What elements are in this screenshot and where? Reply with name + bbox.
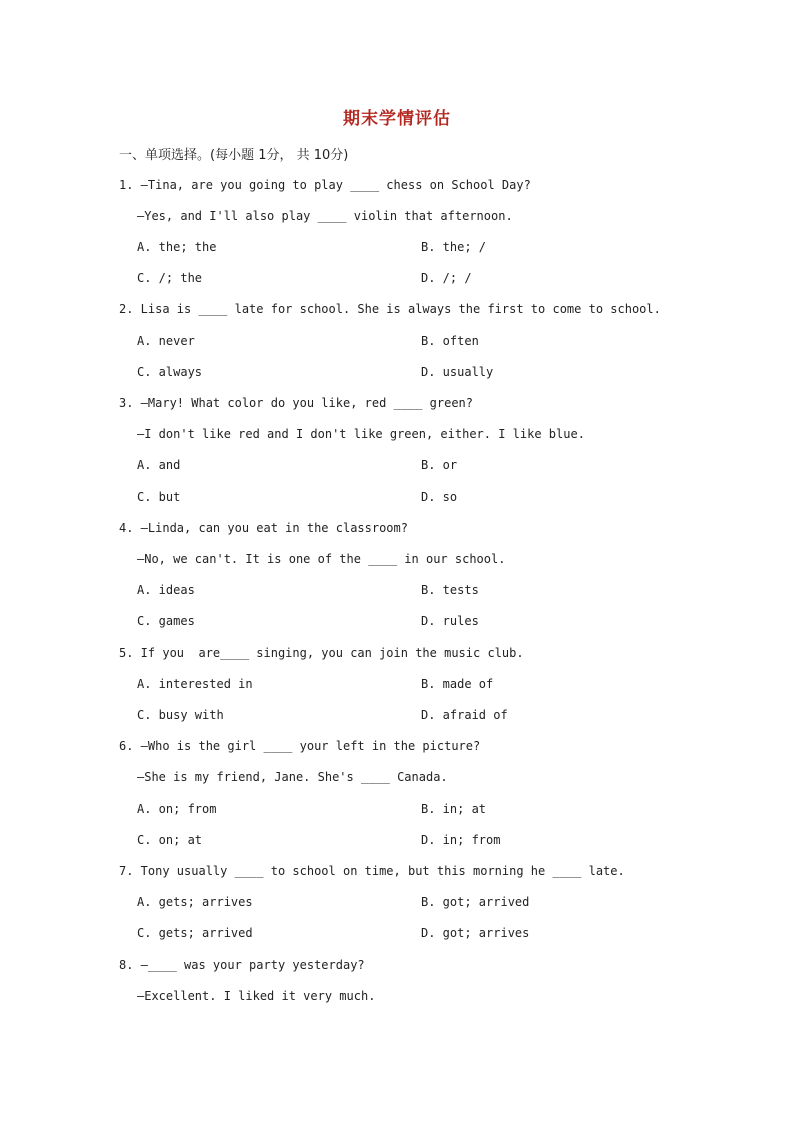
question-reply: —She is my friend, Jane. She's ____ Canada. [137,770,448,784]
option-d: D. /; / [421,271,472,285]
option-a: A. on; from [137,802,217,816]
option-c: C. but [137,490,181,504]
option-a: A. ideas [137,583,195,597]
question-stem: 5. If you are____ singing, you can join the music club. [119,646,524,660]
option-a: A. never [137,334,195,348]
question-stem: 8. —____ was your party yesterday? [119,958,365,972]
option-d: D. afraid of [421,708,508,722]
question-reply: —Yes, and I'll also play ____ violin that afternoon. [137,209,513,223]
option-c: C. busy with [137,708,224,722]
question-stem: 2. Lisa is ____ late for school. She is always the first to come to school. [119,302,661,316]
option-b: B. or [421,458,458,472]
option-a: A. interested in [137,677,253,691]
option-c: C. gets; arrived [137,926,253,940]
option-a: A. gets; arrives [137,895,253,909]
option-c: C. games [137,614,195,628]
option-d: D. rules [421,614,479,628]
question-reply: —I don't like red and I don't like green, either. I like blue. [137,427,585,441]
option-d: D. in; from [421,833,501,847]
option-d: D. usually [421,365,494,379]
section-heading: 一、单项选择。(每小题 1分， 共 10分) [119,148,349,163]
question-stem: 1. —Tina, are you going to play ____ chess on School Day? [119,178,531,192]
option-b: B. got; arrived [421,895,530,909]
question-stem: 4. —Linda, can you eat in the classroom? [119,521,408,535]
option-a: A. the; the [137,240,217,254]
option-c: C. on; at [137,833,203,847]
question-reply: —Excellent. I liked it very much. [137,989,376,1003]
question-stem: 3. —Mary! What color do you like, red ____ green? [119,396,474,410]
option-c: C. /; the [137,271,203,285]
option-b: B. made of [421,677,494,691]
question-reply: —No, we can't. It is one of the ____ in our school. [137,552,506,566]
question-stem: 6. —Who is the girl ____ your left in the picture? [119,739,481,753]
page-title: 期末学情评估 [343,109,451,129]
option-a: A. and [137,458,181,472]
option-b: B. in; at [421,802,487,816]
option-d: D. so [421,490,458,504]
option-b: B. often [421,334,479,348]
option-d: D. got; arrives [421,926,530,940]
option-b: B. the; / [421,240,487,254]
option-c: C. always [137,365,203,379]
option-b: B. tests [421,583,479,597]
question-stem: 7. Tony usually ____ to school on time, but this morning he ____ late. [119,864,625,878]
